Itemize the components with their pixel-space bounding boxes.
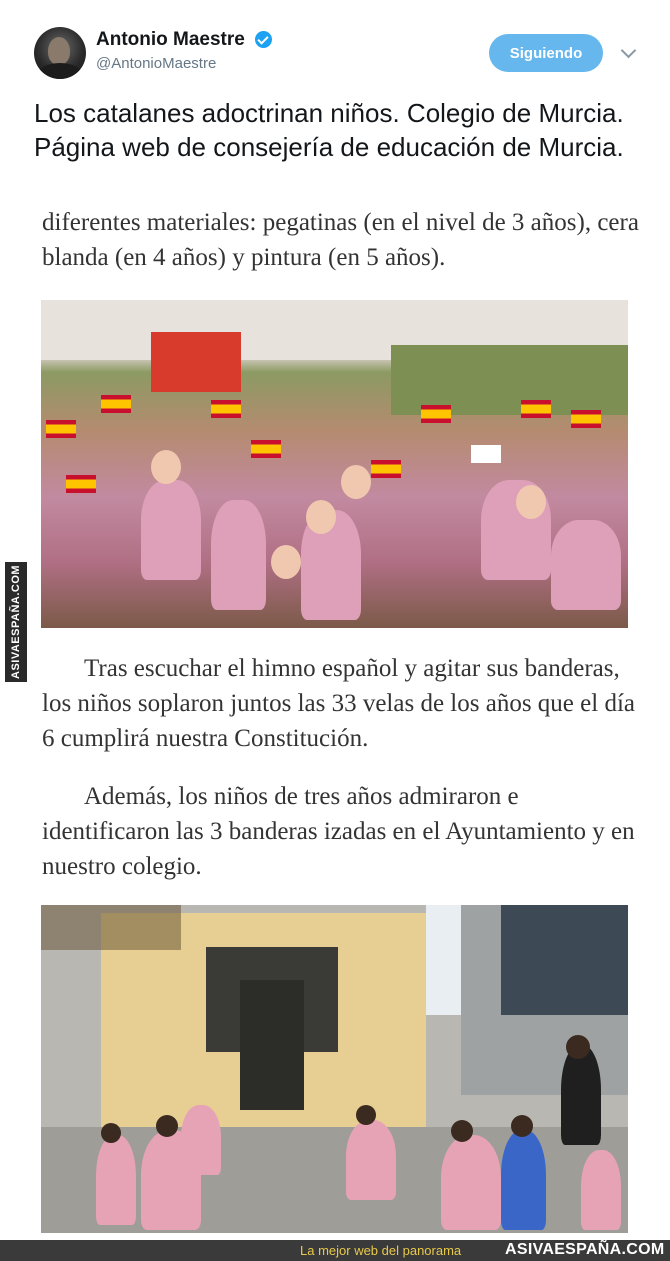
tweet-header — [0, 0, 670, 95]
school-door — [240, 980, 304, 1110]
chevron-down-icon[interactable] — [621, 43, 637, 59]
following-button[interactable]: Siguiendo — [489, 34, 603, 72]
avatar[interactable] — [34, 27, 86, 79]
child-face — [271, 545, 301, 579]
document-paragraph-2: Tras escuchar el himno español y agitar sus banderas, los niños soplaron juntos las 33 velas de los años que el día 6 cumplirá nuestra Constitución. — [42, 655, 635, 752]
classroom-photo[interactable] — [41, 300, 628, 628]
spanish-flag — [521, 400, 551, 418]
spanish-flag — [46, 420, 76, 438]
spanish-flag — [101, 395, 131, 413]
child-face — [306, 500, 336, 534]
footer-bar — [0, 1240, 670, 1261]
author-handle[interactable]: @AntonioMaestre — [96, 55, 217, 72]
child-figure — [501, 1130, 546, 1230]
avatar-face — [48, 37, 70, 65]
child-figure — [141, 480, 201, 580]
child-head — [156, 1115, 178, 1137]
tweet-text: Los catalanes adoctrinan niños. Colegio de Murcia. Página web de consejería de educación de Murcia. — [34, 98, 624, 162]
child-figure — [211, 500, 266, 610]
child-figure — [581, 1150, 621, 1230]
child-figure — [346, 1120, 396, 1200]
child-figure — [181, 1105, 221, 1175]
child-face — [341, 465, 371, 499]
photo-red-mat — [151, 332, 241, 392]
document-paragraph-1: diferentes materiales: pegatinas (en el nivel de 3 años), cera blanda (en 4 años) y pintura (en 5 años). — [42, 209, 639, 271]
child-figure — [551, 520, 621, 610]
footer-tagline: La mejor web del panorama — [300, 1243, 462, 1258]
child-figure — [441, 1135, 501, 1230]
photo-tree — [41, 905, 181, 950]
side-watermark: ASIVAESPAÑA.COM — [5, 562, 27, 682]
child-face — [516, 485, 546, 519]
avatar-body — [38, 63, 82, 79]
child-head — [451, 1120, 473, 1142]
child-head — [101, 1123, 121, 1143]
child-face — [151, 450, 181, 484]
white-sheet — [471, 445, 501, 463]
photo-sky — [426, 905, 466, 1015]
teacher-figure — [561, 1045, 601, 1145]
author-name[interactable]: Antonio Maestre — [96, 29, 245, 50]
spanish-flag — [421, 405, 451, 423]
spanish-flag — [251, 440, 281, 458]
spanish-flag — [371, 460, 401, 478]
child-figure — [96, 1135, 136, 1225]
spanish-flag — [66, 475, 96, 493]
school-courtyard-photo[interactable] — [41, 905, 628, 1233]
document-screenshot — [0, 205, 670, 1235]
spanish-flag — [571, 410, 601, 428]
footer-brand[interactable]: ASIVAESPAÑA.COM — [505, 1241, 665, 1258]
child-head — [511, 1115, 533, 1137]
document-paragraph-3: Además, los niños de tres años admiraron e identificaron las 3 banderas izadas en el Ayuntamiento y en nuestro colegio. — [42, 783, 635, 880]
spanish-flag — [211, 400, 241, 418]
child-head — [356, 1105, 376, 1125]
glass-facade — [501, 905, 628, 1015]
verified-badge-icon — [255, 31, 272, 48]
teacher-head — [566, 1035, 590, 1059]
